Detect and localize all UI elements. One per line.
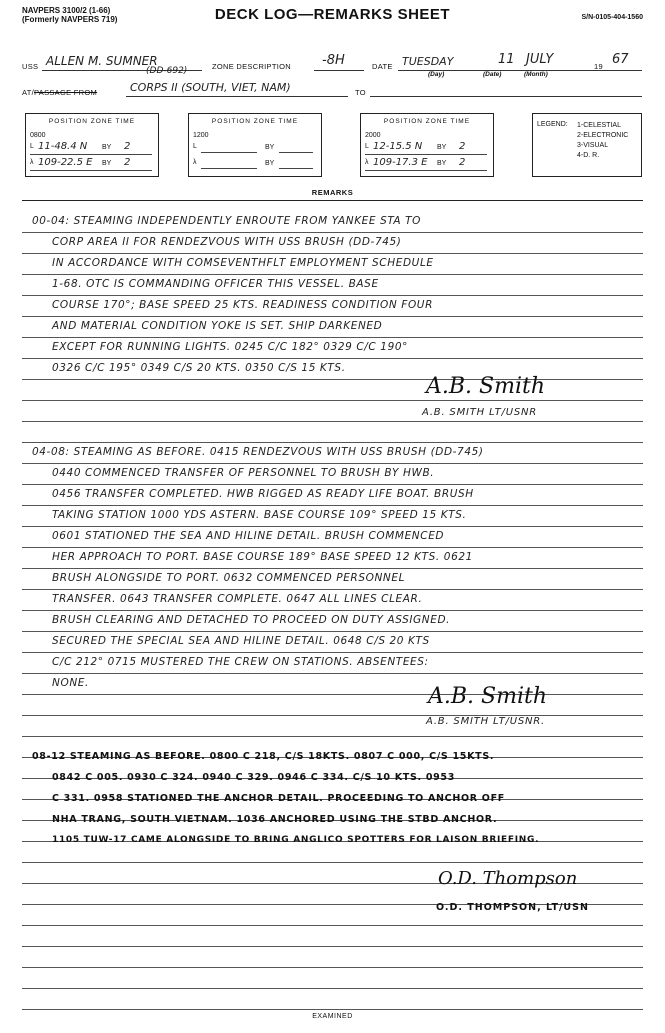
position-time: 1200 [193, 132, 209, 139]
year-prefix: 19 [594, 62, 603, 71]
rule-line [22, 295, 643, 296]
rule-line [22, 568, 643, 569]
from-field [126, 78, 348, 97]
rule-line [22, 400, 643, 401]
day-value: TUESDAY [402, 55, 454, 68]
rule-line [22, 673, 643, 674]
legend-item: 2-ELECTRONIC [577, 132, 629, 139]
rule-line [22, 463, 643, 464]
position-box-header: POSITION ZONE TIME [48, 118, 136, 125]
page-title: DECK LOG—REMARKS SHEET [214, 6, 451, 23]
stock-number: S/N-0105-404-1560 [581, 14, 643, 21]
rule-line [22, 547, 643, 548]
remark-line: TRANSFER. 0643 TRANSFER COMPLETE. 0647 ALL LINES CLEAR. [52, 593, 423, 605]
rule-line [22, 379, 643, 380]
remarks-label: REMARKS [311, 188, 354, 197]
position-time: 0800 [30, 132, 46, 139]
rule-line [22, 232, 643, 233]
at-label-text: AT/ [22, 88, 35, 97]
remark-line: 0842 C 005. 0930 C 324. 0940 C 329. 0946 C 334. C/S 10 KTS. 0953 [52, 772, 456, 783]
remark-line: BRUSH ALONGSIDE TO PORT. 0632 COMMENCED PERSONNEL [52, 572, 406, 584]
position-box-2000 [360, 113, 494, 177]
rule-line [22, 274, 643, 275]
longitude-line: λ 109-22.5 E BY 2 [30, 159, 152, 171]
remark-line: 00-04: STEAMING INDEPENDENTLY ENROUTE FROM YANKEE STA TO [32, 215, 421, 227]
form-number-former: (Formerly NAVPERS 719) [22, 15, 118, 24]
rule-line [22, 421, 643, 422]
longitude-by: 2 [459, 157, 466, 168]
remark-line: EXCEPT FOR RUNNING LIGHTS. 0245 C/C 182° 0329 C/C 190° [52, 341, 408, 353]
rule-line [22, 358, 643, 359]
position-box-header: POSITION ZONE TIME [383, 118, 471, 125]
remark-line: C 331. 0958 STATIONED THE ANCHOR DETAIL. PROCEEDING TO ANCHOR OFF [52, 793, 505, 804]
rule-line [22, 946, 643, 947]
rule-line [22, 316, 643, 317]
year-field [606, 52, 642, 71]
latitude-line: L 12-15.5 N BY 2 [365, 143, 487, 155]
legend-item: 3-VISUAL [577, 142, 609, 149]
remark-line: HER APPROACH TO PORT. BASE COURSE 189° BASE SPEED 12 KTS. 0621 [52, 551, 473, 563]
longitude-value: 109-17.3 E [373, 157, 428, 168]
remark-line: BRUSH CLEARING AND DETACHED TO PROCEED ON DUTY ASSIGNED. [52, 614, 451, 626]
rule-line [22, 925, 643, 926]
from-value: CORPS II (SOUTH, VIET, NAM) [130, 81, 291, 94]
position-box-1200 [188, 113, 322, 177]
rule-line [22, 505, 643, 506]
rule-line [22, 652, 643, 653]
date-caption: (Date) [483, 71, 502, 78]
longitude-line: λ BY [193, 159, 315, 170]
remark-line: 0326 C/C 195° 0349 C/S 20 KTS. 0350 C/S 15 KTS. [52, 362, 346, 374]
rule-line [22, 1009, 643, 1010]
position-box-0800 [25, 113, 159, 177]
remark-line: NHA TRANG, SOUTH VIETNAM. 1036 ANCHORED USING THE STBD ANCHOR. [52, 814, 498, 825]
remark-line: C/C 212° 0715 MUSTERED THE CREW ON STATIONS. ABSENTEES: [52, 656, 429, 668]
zone-field [314, 52, 364, 71]
remark-line: 1105 TUW-17 CAME ALONGSIDE TO BRING ANGLICO SPOTTERS FOR LAISON BRIEFING. [52, 835, 540, 845]
hull-number: (DD-692) [146, 66, 188, 76]
remark-line: 0601 STATIONED THE SEA AND HILINE DETAIL. BRUSH COMMENCED [52, 530, 445, 542]
rule-line [22, 862, 643, 863]
position-time: 2000 [365, 132, 381, 139]
remark-line: IN ACCORDANCE WITH COMSEVENTHFLT EMPLOYMENT SCHEDULE [52, 257, 434, 269]
day-caption: (Day) [428, 71, 445, 78]
remark-line: 0440 COMMENCED TRANSFER OF PERSONNEL TO BRUSH BY HWB. [52, 467, 435, 479]
signed-name: A.B. SMITH LT/USNR [422, 407, 538, 418]
rule-line [22, 484, 643, 485]
longitude-line: λ 109-17.3 E BY 2 [365, 159, 487, 171]
latitude-by: 2 [459, 141, 466, 152]
rule-line [22, 253, 643, 254]
remark-line: 0456 TRANSFER COMPLETED. HWB RIGGED AS READY LIFE BOAT. BRUSH [52, 488, 474, 500]
remark-line: AND MATERIAL CONDITION YOKE IS SET. SHIP DARKENED [52, 320, 383, 332]
uss-label: USS [22, 62, 39, 71]
month-value: JULY [526, 52, 554, 67]
latitude-by: 2 [124, 141, 131, 152]
rule-line [22, 610, 643, 611]
legend-item: 1-CELESTIAL [577, 122, 621, 129]
signature: A.B. Smith [428, 684, 548, 709]
remark-line: COURSE 170°; BASE SPEED 25 KTS. READINESS CONDITION FOUR [52, 299, 433, 311]
remark-line: TAKING STATION 1000 YDS ASTERN. BASE COURSE 109° SPEED 15 KTS. [52, 509, 467, 521]
signature: O.D. Thompson [438, 868, 578, 889]
to-label: TO [355, 88, 366, 97]
examined-label: EXAMINED [312, 1013, 353, 1020]
at-label [22, 88, 97, 97]
latitude-value: 12-15.5 N [373, 141, 423, 152]
to-field [370, 78, 642, 97]
latitude-value: 11-48.4 N [38, 141, 88, 152]
passage-from-label: PASSAGE FROM [34, 88, 98, 97]
rule-line [22, 715, 643, 716]
date-value: 11 [498, 52, 515, 67]
rule-line [22, 589, 643, 590]
year-value: 67 [612, 52, 629, 67]
position-box-header: POSITION ZONE TIME [211, 118, 299, 125]
rule-line [22, 988, 643, 989]
longitude-value: 109-22.5 E [38, 157, 93, 168]
rule-line [22, 967, 643, 968]
signed-name: A.B. SMITH LT/USNR. [426, 716, 545, 727]
remark-line: CORP AREA II FOR RENDEZVOUS WITH USS BRUSH (DD-745) [52, 236, 402, 248]
rule-line [22, 337, 643, 338]
legend-label: LEGEND: [537, 121, 568, 128]
month-caption: (Month) [524, 71, 548, 78]
remark-line: 04-08: STEAMING AS BEFORE. 0415 RENDEZVOUS WITH USS BRUSH (DD-745) [32, 446, 484, 458]
rule-line [22, 631, 643, 632]
remark-line: 08-12 STEAMING AS BEFORE. 0800 C 218, C/S 18KTS. 0807 C 000, C/S 15KTS. [32, 751, 495, 762]
date-field [398, 52, 610, 71]
signature: A.B. Smith [426, 374, 546, 399]
legend-item: 4-D. R. [577, 152, 600, 159]
latitude-line: L 11-48.4 N BY 2 [30, 143, 152, 155]
signed-name: O.D. THOMPSON, LT/USN [436, 902, 589, 913]
date-label: DATE [372, 62, 393, 71]
form-number-current: NAVPERS 3100/2 (1-66) [22, 6, 111, 15]
rule-line [22, 526, 643, 527]
ship-name: ALLEN M. SUMNER [46, 54, 158, 68]
zone-label: ZONE DESCRIPTION [212, 62, 291, 71]
remark-line: SECURED THE SPECIAL SEA AND HILINE DETAIL. 0648 C/S 20 KTS [52, 635, 430, 647]
legend-items [577, 121, 628, 161]
rule-line [22, 736, 643, 737]
zone-value: -8H [322, 53, 345, 68]
latitude-line: L BY [193, 143, 315, 154]
remark-line: NONE. [52, 677, 89, 689]
rule-line [22, 442, 643, 443]
rule-line [22, 694, 643, 695]
longitude-by: 2 [124, 157, 131, 168]
legend-box [532, 113, 642, 177]
rule-line [22, 200, 643, 201]
remark-line: 1-68. OTC IS COMMANDING OFFICER THIS VESSEL. BASE [52, 278, 379, 290]
